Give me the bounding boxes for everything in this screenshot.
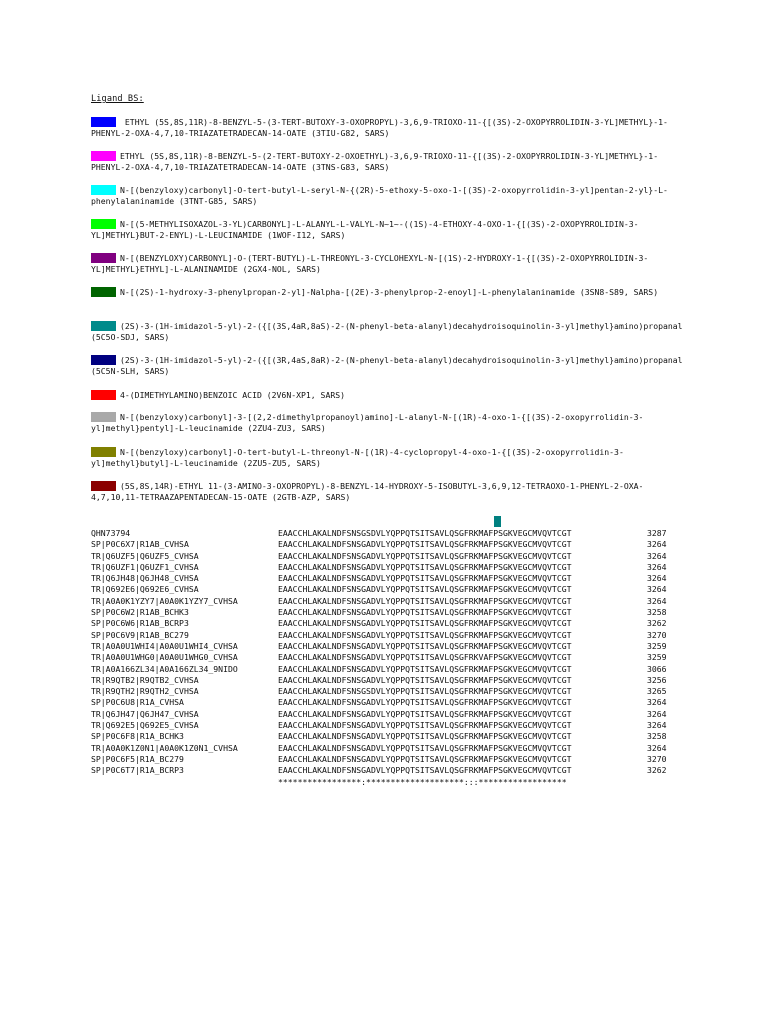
- ligand-entry: [91, 219, 691, 242]
- ligand-text: ETHYL (5S,8S,11R)-8-BENZYL-5-(3-TERT-BUTOXY-3-OXOPROPYL)-3,6,9-TRIOXO-11-{[(3S)-2-OXOPYRROLIDIN-3-YL]METHYL}-1-PHENYL-2-OXA-4,7,10-TRIAZATETRADECAN-14-OATE (3TIU-G82, SARS): [91, 117, 668, 139]
- color-swatch: [91, 253, 116, 263]
- ligand-entry: [91, 287, 691, 298]
- ligand-text: N-[(benzyloxy)carbonyl]-O-tert-butyl-L-threonyl-N-[(1R)-4-cyclopropyl-4-oxo-1-{[(3S)-2-oxopyrrolidin-3-yl]methyl}butyl]-L-leucinamide (2ZU5-ZU5, SARS): [91, 447, 624, 469]
- sequence: EAACCHLAKALNDFSNSGADVLYQPPQTSITSAVLQSGFRKMAFPSGKVEGCMVQVTCGT: [278, 742, 572, 753]
- sequence-id: TR|Q692E5|Q692E5_CVHSA: [91, 720, 199, 731]
- sequence: EAACCHLAKALNDFSNSGADVLYQPPQTSITSAVLQSGFRKMAFPSGKVEGCMVQVTCGT: [278, 731, 572, 742]
- sequence: EAACCHLAKALNDFSNSGADVLYQPPQTSITSAVLQSGFRKMAFPSGKVEGCMVQVTCGT: [278, 640, 572, 651]
- position-number: 3256: [647, 674, 667, 685]
- position-number: 3259: [647, 652, 667, 663]
- position-marker: [494, 516, 501, 527]
- color-swatch: [91, 117, 116, 127]
- color-swatch: [91, 390, 116, 400]
- position-number: 3066: [647, 663, 667, 674]
- sequence: EAACCHLAKALNDFSNSGADVLYQPPQTSITSAVLQSGFRKMAFPSGKVEGCMVQVTCGT: [278, 697, 572, 708]
- sequence-id: TR|A0A166ZL34|A0A166ZL34_9NIDO: [91, 663, 238, 674]
- position-number: 3258: [647, 607, 667, 618]
- ligand-entry: [91, 412, 691, 435]
- sequence: EAACCHLAKALNDFSNSGADVLYQPPQTSITSAVLQSGFRKMAFPSGKVEGCMVQVTCGT: [278, 629, 572, 640]
- position-number: 3265: [647, 686, 667, 697]
- ligand-text: N-[(benzyloxy)carbonyl]-3-[(2,2-dimethylpropanoyl)amino]-L-alanyl-N-[(1R)-4-oxo-1-{[(3S)-2-oxopyrrolidin-3-yl]methyl}pentyl]-L-leucinamide (2ZU4-ZU3, SARS): [91, 412, 644, 434]
- sequence: EAACCHLAKALNDFSNSGADVLYQPPQTSITSAVLQSGFRKMAFPSGKVEGCMVQVTCGT: [278, 720, 572, 731]
- position-number: 3264: [647, 697, 667, 708]
- ligand-entry: [91, 151, 691, 174]
- ligand-text: N-[(2S)-1-hydroxy-3-phenylpropan-2-yl]-Nalpha-[(2E)-3-phenylprop-2-enoyl]-L-phenylalaninamide (3SN8-S89, SARS): [120, 287, 659, 297]
- sequence: EAACCHLAKALNDFSNSGADVLYQPPQTSITSAVLQSGFRKMAFPSGKVEGCMVQVTCGT: [278, 539, 572, 550]
- sequence: EAACCHLAKALNDFSNSGADVLYQPPQTSITSAVLQSGFRKMAFPSGKVEGCMVQVTCGT: [278, 550, 572, 561]
- ligand-entry: [91, 390, 691, 401]
- sequence-id: SP|P0C6F5|R1A_BC279: [91, 753, 184, 764]
- sequence: EAACCHLAKALNDFSNSGSDVLYQPPQTSITSAVLQSGFRKMAFPSGKVEGCMVQVTCGT: [278, 686, 572, 697]
- ligand-entry: [91, 253, 691, 276]
- sequence: EAACCHLAKALNDFSNSGADVLYQPPQTSITSAVLQSGFRKMAFPSGKVEGCMVQVTCGT: [278, 753, 572, 764]
- sequence-id: TR|Q6UZF5|Q6UZF5_CVHSA: [91, 550, 199, 561]
- sequence-id: SP|P0C6T7|R1A_BCRP3: [91, 765, 184, 776]
- sequence: EAACCHLAKALNDFSNSGADVLYQPPQTSITSAVLQSGFRKMAFPSGKVEGCMVQVTCGT: [278, 618, 572, 629]
- sequence-id: TR|Q6UZF1|Q6UZF1_CVHSA: [91, 561, 199, 572]
- sequence: EAACCHLAKALNDFSNSGADVLYQPPQTSITSAVLQSGFRKMAFPSGKVEGCMVQVTCGT: [278, 674, 572, 685]
- sequence: EAACCHLAKALNDFSNSGSDVLYQPPQTSITSAVLQSGFRKMAFPSGKVEGCMVQVTCGT: [278, 528, 572, 538]
- color-swatch: [91, 321, 116, 331]
- position-number: 3264: [647, 539, 667, 550]
- position-number: 3264: [647, 550, 667, 561]
- sequence-id: TR|Q6JH48|Q6JH48_CVHSA: [91, 573, 199, 584]
- position-number: 3287: [647, 528, 667, 538]
- sequence-id: QHN73794: [91, 528, 131, 538]
- position-number: 3270: [647, 753, 667, 764]
- color-swatch: [91, 412, 116, 422]
- color-swatch: [91, 481, 116, 491]
- ligand-entry: [91, 185, 691, 208]
- ligand-entry: [91, 481, 691, 504]
- position-number: 3258: [647, 731, 667, 742]
- sequence-id: SP|P0C6W2|R1AB_BCHK3: [91, 607, 189, 618]
- position-number: 3264: [647, 708, 667, 719]
- ligand-text: N-[(5-METHYLISOXAZOL-3-YL)CARBONYL]-L-ALANYL-L-VALYL-N~1~-((1S)-4-ETHOXY-4-OXO-1-{[(3S)-2-OXOPYRROLIDIN-3-YL]METHYL}BUT-2-ENYL)-L-LEUCINAMIDE (1WOF-I12, SARS): [91, 219, 639, 241]
- ligand-text: ETHYL (5S,8S,11R)-8-BENZYL-5-(2-TERT-BUTOXY-2-OXOETHYL)-3,6,9-TRIOXO-11-{[(3S)-2-OXOPYRROLIDIN-3-YL]METHYL}-1-PHENYL-2-OXA-4,7,10-TRIAZATETRADECAN-14-OATE (3TNS-G83, SARS): [91, 151, 659, 173]
- sequence: EAACCHLAKALNDFSNSGADVLYQPPQTSITSAVLQSGFRKMAFPSGKVEGCMVQVTCGT: [278, 573, 572, 584]
- sequence-id: TR|R9QTB2|R9QTB2_CVHSA: [91, 674, 199, 685]
- ligand-heading: Ligand BS:: [91, 94, 144, 104]
- conservation-line: *****************:********************:::******************: [278, 776, 567, 787]
- color-swatch: [91, 447, 116, 457]
- color-swatch: [91, 219, 116, 229]
- ligand-text: (5S,8S,14R)-ETHYL 11-(3-AMINO-3-OXOPROPYL)-8-BENZYL-14-HYDROXY-5-ISOBUTYL-3,6,9,12-TETRAOXO-1-PHENYL-2-OXA-4,7,10,11-TETRAAZAPENTADECAN-15-OATE (2GTB-AZP, SARS): [91, 481, 644, 503]
- sequence-id: SP|P0C6F8|R1A_BCHK3: [91, 731, 184, 742]
- sequence: EAACCHLAKALNDFSNSGADVLYQPPQTSITSAVLQSGFRKMAFPSGKVEGCMVQVTCGT: [278, 708, 572, 719]
- sequence-id: TR|R9QTH2|R9QTH2_CVHSA: [91, 686, 199, 697]
- position-number: 3264: [647, 584, 667, 595]
- sequence: EAACCHLAKALNDFSNSGADVLYQPPQTSITSAVLQSGFRKMAFPSGKVEGCMVQVTCGT: [278, 607, 572, 618]
- sequence: EAACCHLAKALNDFSNSGADVLYQPPQTSITSAVLQSGFRKMAFPSGKVEGCMVQVTCGT: [278, 595, 572, 606]
- position-number: 3262: [647, 618, 667, 629]
- position-number: 3264: [647, 742, 667, 753]
- ligand-text: (2S)-3-(1H-imidazol-5-yl)-2-({[(3R,4aS,8aR)-2-(N-phenyl-beta-alanyl)decahydroisoquinolin-3-yl]methyl}amino)propanal (5C5N-SLH, SARS): [91, 355, 688, 377]
- sequence-id: SP|P0C6W6|R1AB_BCRP3: [91, 618, 189, 629]
- sequence: EAACCHLAKALNDFSNSGADVLYQPPQTSITSAVLQSGFRKMAFPSGKVEGCMVQVTCGT: [278, 765, 572, 776]
- ligand-text: (2S)-3-(1H-imidazol-5-yl)-2-({[(3S,4aR,8aS)-2-(N-phenyl-beta-alanyl)decahydroisoquinolin-3-yl]methyl}amino)propanal (5C5O-SDJ, SARS): [91, 321, 688, 343]
- sequence: EAACCHLAKALNDFSNSGADVLYQPPQTSITSAVLQSGFRKMAFPSGKVEGCMVQVTCGT: [278, 561, 572, 572]
- sequence-id: TR|A0A0U1WHG0|A0A0U1WHG0_CVHSA: [91, 652, 238, 663]
- position-number: 3264: [647, 595, 667, 606]
- ligand-text: N-[(BENZYLOXY)CARBONYL]-O-(TERT-BUTYL)-L-THREONYL-3-CYCLOHEXYL-N-[(1S)-2-HYDROXY-1-{[(3S)-2-OXOPYRROLIDIN-3-YL]METHYL}ETHYL]-L-ALANINAMIDE (2GX4-NOL, SARS): [91, 253, 649, 275]
- color-swatch: [91, 355, 116, 365]
- sequence-id: SP|P0C6X7|R1AB_CVHSA: [91, 539, 189, 550]
- sequence: EAACCHLAKALNDFSNSGADVLYQPPQTSITSAVLQSGFRKVAFPSGKVEGCMVQVTCGT: [278, 652, 572, 663]
- ligand-entry: [91, 355, 691, 378]
- ligand-text: 4-(DIMETHYLAMINO)BENZOIC ACID (2V6N-XP1, SARS): [120, 390, 346, 400]
- sequence: EAACCHLAKALNDFSNSGADVLYQPPQTSITSAVLQSGFRKMAFPSGKVEGCMVQVTCGT: [278, 584, 572, 595]
- position-number: 3270: [647, 629, 667, 640]
- position-number: 3259: [647, 640, 667, 651]
- color-swatch: [91, 287, 116, 297]
- ligand-entry: [91, 447, 691, 470]
- color-swatch: [91, 185, 116, 195]
- position-number: 3264: [647, 720, 667, 731]
- sequence-id: TR|A0A0K1Z0N1|A0A0K1Z0N1_CVHSA: [91, 742, 238, 753]
- ligand-entry: [91, 117, 691, 140]
- color-swatch: [91, 151, 116, 161]
- position-number: 3264: [647, 561, 667, 572]
- sequence-id: TR|Q6JH47|Q6JH47_CVHSA: [91, 708, 199, 719]
- ligand-text: N-[(benzyloxy)carbonyl]-O-tert-butyl-L-seryl-N-{(2R)-5-ethoxy-5-oxo-1-[(3S)-2-oxopyrrolidin-3-yl]pentan-2-yl}-L-phenylalaninamide (3TNT-G85, SARS): [91, 185, 668, 207]
- sequence-id: TR|A0A0K1YZY7|A0A0K1YZY7_CVHSA: [91, 595, 238, 606]
- sequence-id: TR|Q692E6|Q692E6_CVHSA: [91, 584, 199, 595]
- sequence-id: SP|P0C6U8|R1A_CVHSA: [91, 697, 184, 708]
- sequence-id: TR|A0A0U1WHI4|A0A0U1WHI4_CVHSA: [91, 640, 238, 651]
- position-number: 3264: [647, 573, 667, 584]
- position-number: 3262: [647, 765, 667, 776]
- sequence-id: SP|P0C6V9|R1AB_BC279: [91, 629, 189, 640]
- sequence: EAACCHLAKALNDFSNSGADVLYQPPQTSITSAVLQSGFRKMAFPSGKVEGCMVQVTCGT: [278, 663, 572, 674]
- ligand-entry: [91, 321, 691, 344]
